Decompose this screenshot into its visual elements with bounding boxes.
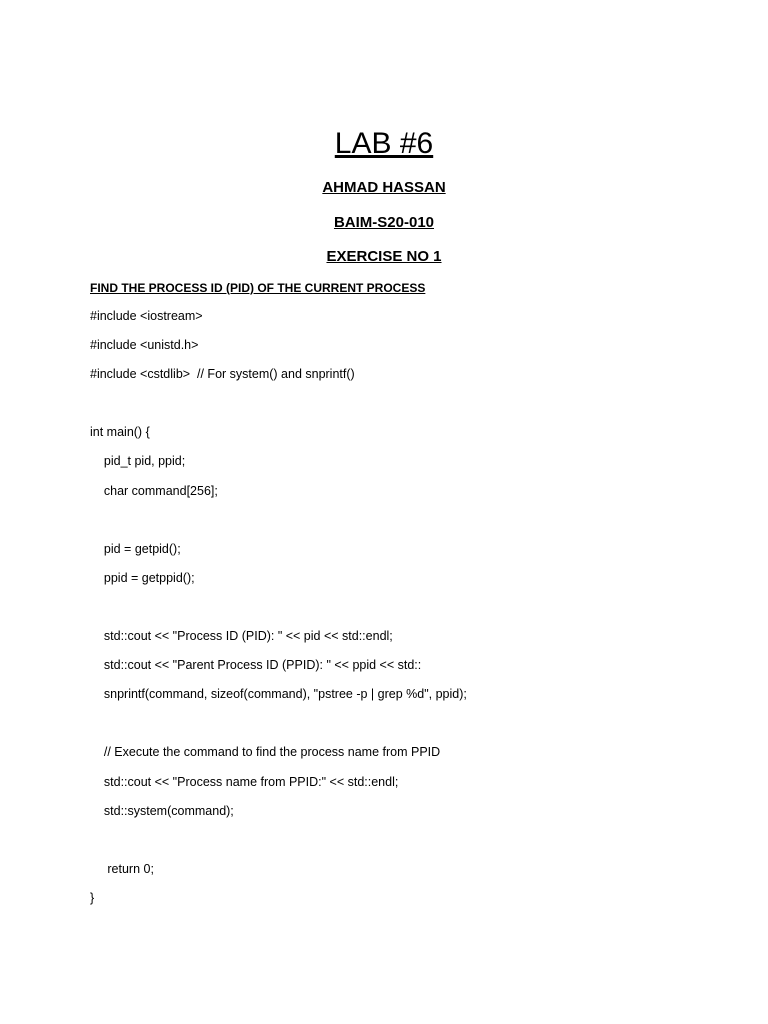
code-block <box>90 306 467 917</box>
code-line: int main() { <box>90 425 150 440</box>
code-line: std::cout << "Process name from PPID:" << std::endl; <box>90 774 399 789</box>
code-line: #include <unistd.h> <box>90 338 199 353</box>
code-line: pid = getpid(); <box>90 541 181 556</box>
code-line <box>90 597 467 626</box>
code-line: std::cout << "Parent Process ID (PPID): " << ppid << std:: <box>90 658 422 673</box>
task-heading: FIND THE PROCESS ID (PID) OF THE CURRENT PROCESS <box>90 281 426 295</box>
code-line: return 0; <box>90 861 154 876</box>
code-line: std::cout << "Process ID (PID): " << pid << std::endl; <box>90 629 393 644</box>
exercise-heading: EXERCISE NO 1 <box>326 248 442 265</box>
code-line: char command[256]; <box>90 483 218 498</box>
code-line <box>90 393 467 422</box>
student-id: BAIM-S20-010 <box>333 214 435 231</box>
code-line: ppid = getppid(); <box>90 570 195 585</box>
page-title: LAB #6 <box>334 127 434 160</box>
code-line: #include <iostream> <box>90 309 203 323</box>
code-line: pid_t pid, ppid; <box>90 454 186 469</box>
code-line: // Execute the command to find the process name from PPID <box>90 745 441 760</box>
code-line: std::system(command); <box>90 803 234 818</box>
code-line <box>90 830 467 859</box>
code-line: } <box>90 890 95 905</box>
code-line <box>90 713 467 742</box>
code-line: snprintf(command, sizeof(command), "pstree -p | grep %d", ppid); <box>90 687 467 702</box>
code-line <box>90 510 467 539</box>
author-name: AHMAD HASSAN <box>322 179 446 196</box>
code-line: #include <cstdlib> // For system() and snprintf() <box>90 367 355 382</box>
